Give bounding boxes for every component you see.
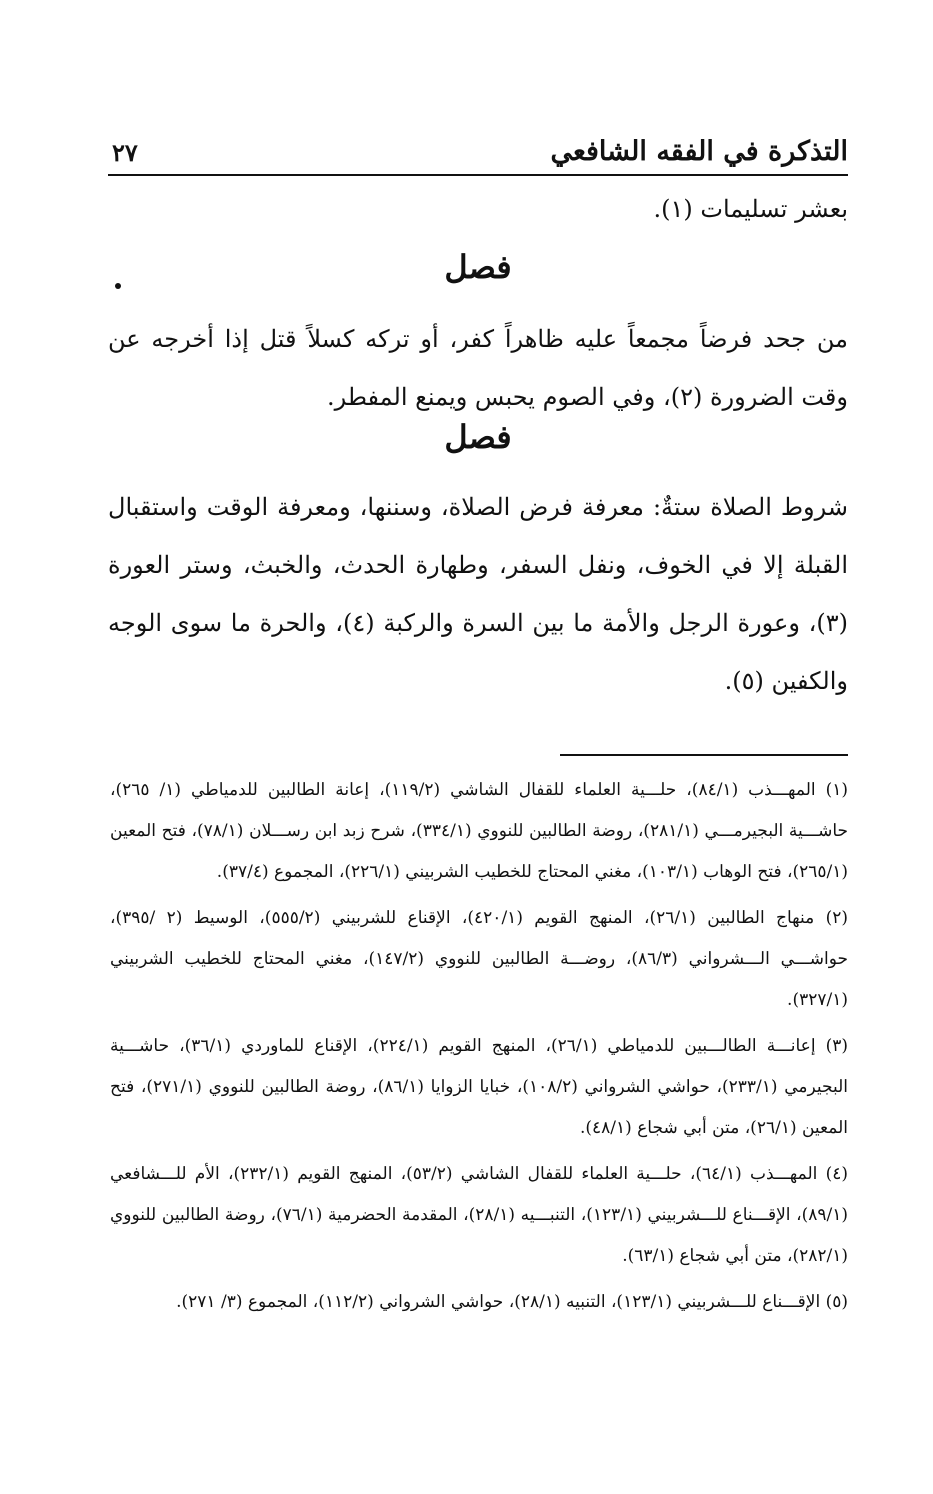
footnote: (٣) إعانـــة الطالـــبين للدمياطي (٢٦/١)، المنهج القويم (٢٢٤/١)، الإقناع للماوردي (٣٦/١)، حاشـــية البجيرمي (٢٣٣/١)، حواشي الشرواني (١٠٨/٢)، خبايا الزوايا (٨٦/١)، روضة الطالبين للنووي (٢٧١/١)، فتح المعين (٢٦/١)، متن أبي شجاع (٤٨/١). <box>110 1036 848 1138</box>
section-paragraph: شروط الصلاة ستةٌ: معرفة فرض الصلاة، وسننها، ومعرفة الوقت واستقبال القبلة إلا في الخوف، ونفل السفر، وطهارة الحدث، والخبث، وستر العورة (٣)، وعورة الرجل والأمة ما بين السرة والركبة (٤)، والحرة ما سوى الوجه والكفين (٥). <box>108 493 849 695</box>
footnote: (٥) الإقـــناع للـــشربيني (١٢٣/١)، التنبيه (٢٨/١)، حواشي الشرواني (١١٢/٢)، المجموع (٣/ ٢٧١). <box>176 1292 848 1312</box>
page-number: ٢٧ <box>112 138 138 167</box>
section-paragraph: من جحد فرضاً مجمعاً عليه ظاهراً كفر، أو تركه كسلاً قتل إذا أخرجه عن وقت الضرورة (٢)، وفي الصوم يحبس ويمنع المفطر. <box>108 325 848 411</box>
footnote: (١) المهـــذب (٨٤/١)، حلـــية العلماء للقفال الشاشي (١١٩/٢)، إعانة الطالبين للدمياطي (١/ ٢٦٥)، حاشـــية البجيرمـــي (٢٨١/١)، روضة الطالبين للنووي (٣٣٤/١)، شرح زبد ابن رســـلان (٧٨/١)، فتح المعين (٢٦٥/١)، فتح الوهاب (١٠٣/١)، مغني المحتاج للخطيب الشربيني (٢٢٦/١)، المجموع (٣٧/٤). <box>110 780 849 882</box>
ink-dot <box>115 283 121 289</box>
section-heading: فصل <box>444 248 512 286</box>
footnote-separator <box>560 754 848 756</box>
footnote: (٤) المهـــذب (٦٤/١)، حلـــية العلماء للقفال الشاشي (٥٣/٢)، المنهج القويم (٢٣٢/١)، الأم للـــشافعي (٨٩/١)، الإقـــناع للـــشربيني (١٢٣/١)، التنبـــيه (٢٨/١)، المقدمة الحضرمية (٧٦/١)، روضة الطالبين للنووي (٢٨٢/١)، متن أبي شجاع (٦٣/١). <box>110 1164 849 1266</box>
section-heading: فصل <box>444 418 512 456</box>
opening-line: بعشر تسليمات (١). <box>653 195 848 223</box>
running-header <box>108 128 848 176</box>
footnotes <box>110 770 848 1328</box>
footnote: (٢) منهاج الطالبين (٢٦/١)، المنهج القويم (٤٢٠/١)، الإقناع للشربيني (٥٥٥/٢)، الوسيط (٢ /٣٩٥)، حواشـــي الـــشرواني (٨٦/٣)، روضـــة الطالبين للنووي (١٤٧/٢)، مغني المحتاج للخطيب الشربيني (٣٢٧/١). <box>110 908 849 1010</box>
book-title: التذكرة في الفقه الشافعي <box>550 136 848 167</box>
